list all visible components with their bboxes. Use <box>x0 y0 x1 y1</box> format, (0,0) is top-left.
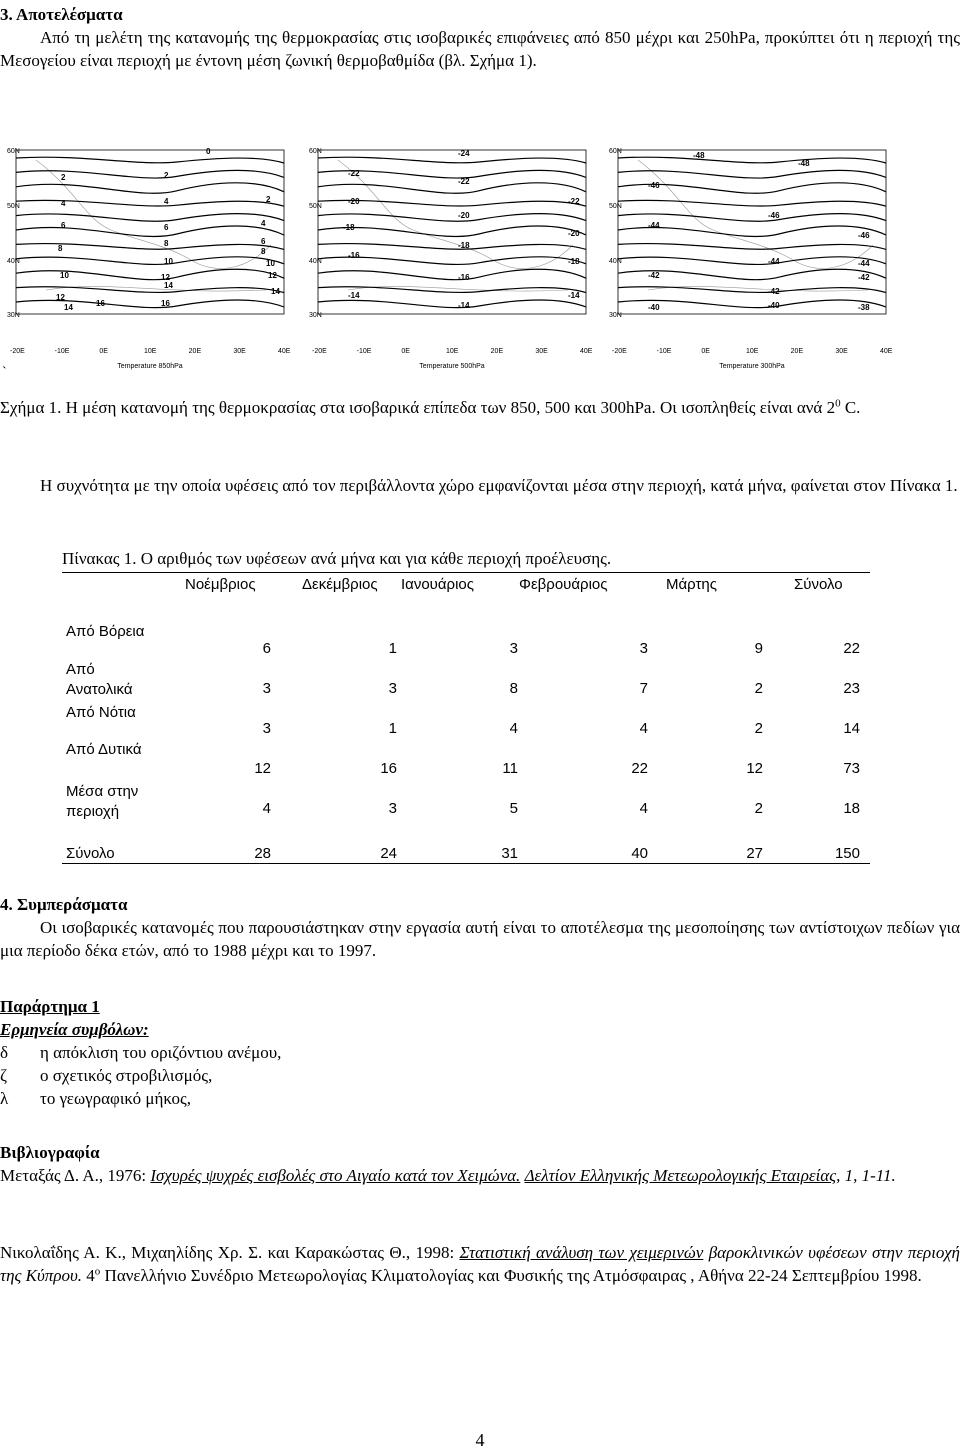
contour-label: -18 <box>343 223 355 232</box>
table-total-cell: 27 <box>746 845 763 862</box>
contour-label: -44 <box>858 259 870 268</box>
table-cell: 11 <box>502 760 518 777</box>
temperature-figure <box>0 118 960 380</box>
table-cell: 8 <box>509 680 518 697</box>
map-panel-1 <box>6 118 306 376</box>
map-frame <box>618 150 886 314</box>
contour-label: -22 <box>348 169 360 178</box>
contour-label: -40 <box>648 303 660 312</box>
table-bottom-rule <box>62 863 870 864</box>
longitude-label: 40E <box>880 348 893 355</box>
contour-label: -18 <box>458 241 470 250</box>
latitude-label: 60N <box>309 148 322 155</box>
table-caption: Πίνακας 1. Ο αριθμός των υφέσεων ανά μήνα και για κάθε περιοχή προέλευσης. <box>62 549 612 568</box>
contour-label: 12 <box>268 271 277 280</box>
table-cell: 16 <box>380 760 397 777</box>
symbols-heading: Ερμηνεία συμβόλων: <box>0 1020 149 1039</box>
results-paragraph: Από τη μελέτη της κατανομής της θερμοκρασίας στις ισοβαρικές επιφάνειες από 850 μέχρι και 250hPa, προκύπτει ότι η περιοχή της Μεσογείου είναι περιοχή με έντονη μέση ζωνική θερμοβαθμίδα (βλ. Σχήμα 1). <box>0 28 960 70</box>
longitude-label: 20E <box>188 348 202 355</box>
table-row-label: Μέσα στην περιοχή <box>66 783 139 820</box>
table-row-label: Από Ανατολικά <box>66 661 133 698</box>
contour-label: 16 <box>161 299 170 308</box>
contour-label: -42 <box>648 271 660 280</box>
table-cell: 22 <box>631 760 648 777</box>
table-total-cell: 24 <box>380 845 397 862</box>
map-frame <box>16 150 284 314</box>
table-cell: 23 <box>843 680 860 697</box>
longitude-label: 10E <box>144 348 157 355</box>
contour-label: -46 <box>768 211 780 220</box>
contour-label: -48 <box>693 151 705 160</box>
contour-label: 8 <box>261 247 266 256</box>
longitude-label: 20E <box>490 348 504 355</box>
section-heading-results: 3. Αποτελέσματα <box>0 5 123 24</box>
contour-label: -20 <box>458 211 470 220</box>
figure-caption: Σχήμα 1. Η μέση κατανομή της θερμοκρασίας στα ισοβαρικά επίπεδα των 850, 500 και 300hPa. Οι ισοπληθείς είναι ανά $2^0$ C. <box>0 397 861 417</box>
longitude-label: 0E <box>701 348 710 355</box>
stray-mark: ` <box>2 365 7 380</box>
contour-label: -14 <box>568 291 580 300</box>
contour-label: 6 <box>61 221 66 230</box>
contour-label: 14 <box>64 303 73 312</box>
latitude-label: 30N <box>609 312 622 319</box>
contour-label: -16 <box>458 273 470 282</box>
latitude-label: 40N <box>309 258 322 265</box>
table-cell: 5 <box>509 800 518 817</box>
table-header-cell: Σύνολο <box>794 576 843 593</box>
longitude-label: 20E <box>790 348 804 355</box>
contour-label: -20 <box>568 229 580 238</box>
contour-label: 16 <box>96 299 105 308</box>
table-cell: 2 <box>754 720 763 737</box>
contour-label: 0 <box>206 147 211 156</box>
table-cell: 3 <box>639 640 648 657</box>
latitude-label: 50N <box>309 203 322 210</box>
latitude-label: 60N <box>609 148 622 155</box>
contour-label: -46 <box>858 231 870 240</box>
bibliography-heading: Βιβλιογραφία <box>0 1143 100 1162</box>
panel-title: Temperature 500hPa <box>419 363 485 370</box>
latitude-label: 30N <box>7 312 20 319</box>
map-panel-2 <box>308 118 608 376</box>
contour-label: -46 <box>648 181 660 190</box>
table-cell: 12 <box>254 760 271 777</box>
reference-2: Νικολαΐδης Α. Κ., Μιχαηλίδης Χρ. Σ. και Καρακώστας Θ., 1998: Στατιστική ανάλυση των χειμερινών βαροκλινικών υφέσεων στην περιοχή της Κύπρου. $4^o$ Πανελλήνιο Συνέδριο Μετεωρολογίας Κλιματολογίας και Φυσικής της Ατμόσφαιρας , Αθήνα 22-24 Σεπτεμβρίου 1998. <box>0 1243 960 1285</box>
contour-label: -38 <box>858 303 870 312</box>
contour-label: 4 <box>61 199 66 208</box>
contour-label: 14 <box>164 281 173 290</box>
contour-label: 14 <box>271 287 280 296</box>
longitude-label: -20E <box>10 348 25 355</box>
table-cell: 4 <box>262 800 271 817</box>
table-row-label: Από Δυτικά <box>66 741 142 758</box>
contour-label: 8 <box>164 239 169 248</box>
contour-label: -42 <box>858 273 870 282</box>
table-top-rule <box>62 572 870 573</box>
contour-label: -18 <box>568 257 580 266</box>
longitude-label: 10E <box>746 348 759 355</box>
contour-label: -14 <box>348 291 360 300</box>
latitude-label: 50N <box>609 203 622 210</box>
section-heading-conclusions: 4. Συμπεράσματα <box>0 895 128 914</box>
table-cell: 9 <box>754 640 763 657</box>
contour-label: 12 <box>56 293 65 302</box>
cyclones-table <box>62 572 871 864</box>
longitude-label: -10E <box>656 348 672 355</box>
table-cell: 3 <box>509 640 518 657</box>
table-cell: 3 <box>388 680 397 697</box>
table-cell: 4 <box>509 720 518 737</box>
table-cell: 14 <box>843 720 860 737</box>
contour-label: 6 <box>164 223 169 232</box>
contour-label: 2 <box>266 195 271 204</box>
map-panel-3 <box>608 118 908 376</box>
latitude-label: 40N <box>609 258 622 265</box>
table-header-cell: Φεβρουάριος <box>519 576 608 593</box>
contour-label: 6 <box>261 237 266 246</box>
contour-label: 10 <box>164 257 173 266</box>
table-cell: 4 <box>639 800 648 817</box>
appendix-heading: Παράρτημα 1 <box>0 997 100 1016</box>
symbol: λ <box>0 1089 9 1108</box>
contour-label: 8 <box>58 244 63 253</box>
longitude-label: 30E <box>233 348 246 355</box>
contour-label: 4 <box>261 219 266 228</box>
longitude-label: -10E <box>356 348 372 355</box>
latitude-label: 60N <box>7 148 20 155</box>
table-total-label: Σύνολο <box>66 845 115 862</box>
panel-title: Temperature 300hPa <box>719 363 785 370</box>
frequency-paragraph: Η συχνότητα με την οποία υφέσεις από τον περιβάλλοντα χώρο εμφανίζονται μέσα στην περιοχή, κατά μήνα, φαίνεται στον Πίνακα 1. <box>40 476 958 495</box>
contour-label: -42 <box>768 287 780 296</box>
table-row-label: Από Νότια <box>66 704 136 721</box>
table-total-cell: 40 <box>631 845 648 862</box>
symbol: δ <box>0 1043 9 1062</box>
table-cell: 12 <box>746 760 763 777</box>
contour-label: -40 <box>768 301 780 310</box>
table-total-cell: 28 <box>254 845 271 862</box>
symbol: ζ <box>0 1066 8 1085</box>
longitude-label: -20E <box>312 348 327 355</box>
latitude-label: 40N <box>7 258 20 265</box>
table-cell: 7 <box>639 680 648 697</box>
contour-label: -22 <box>458 177 470 186</box>
contour-label: 4 <box>164 197 169 206</box>
reference-1: Μεταξάς Δ. Α., 1976: Ισχυρές ψυχρές εισβολές στο Αιγαίο κατά τον Χειμώνα. Δελτίον Ελληνικής Μετεωρολογικής Εταιρείας, 1, 1-11. <box>0 1166 896 1185</box>
longitude-label: 40E <box>580 348 593 355</box>
table-cell: 1 <box>388 720 397 737</box>
table-row-label: Από Βόρεια <box>66 623 145 640</box>
symbol-description: η απόκλιση του οριζόντιου ανέμου, <box>40 1043 282 1062</box>
contour-label: 2 <box>61 173 66 182</box>
table-header-cell: Δεκέμβριος <box>302 576 378 593</box>
contour-label: -22 <box>568 197 580 206</box>
table-cell: 4 <box>639 720 648 737</box>
table-cell: 3 <box>388 800 397 817</box>
table-cell: 2 <box>754 800 763 817</box>
longitude-label: 0E <box>401 348 410 355</box>
table-header-cell: Νοέμβριος <box>185 576 256 593</box>
table-cell: 3 <box>262 720 271 737</box>
longitude-label: -20E <box>612 348 627 355</box>
contour-label: -20 <box>348 197 360 206</box>
contour-label: -44 <box>768 257 780 266</box>
table-cell: 73 <box>843 760 860 777</box>
panel-title: Temperature 850hPa <box>117 363 183 370</box>
table-header-cell: Μάρτης <box>666 576 717 593</box>
table-cell: 3 <box>262 680 271 697</box>
longitude-label: -10E <box>54 348 70 355</box>
contour-label: -48 <box>798 159 810 168</box>
table-header-cell: Ιανουάριος <box>401 576 474 593</box>
contour-label: -24 <box>458 149 470 158</box>
latitude-label: 50N <box>7 203 20 210</box>
longitude-label: 10E <box>446 348 459 355</box>
latitude-label: 30N <box>309 312 322 319</box>
symbol-description: ο σχετικός στροβιλισμός, <box>40 1066 213 1085</box>
table-total-cell: 31 <box>501 845 518 862</box>
table-cell: 22 <box>843 640 860 657</box>
contour-label: 12 <box>161 273 170 282</box>
table-total-cell: 150 <box>834 845 860 862</box>
longitude-label: 40E <box>278 348 291 355</box>
symbol-description: το γεωγραφικό μήκος, <box>40 1089 192 1108</box>
contour-label: 10 <box>266 259 275 268</box>
contour-label: -14 <box>458 301 470 310</box>
table-cell: 1 <box>388 640 397 657</box>
page-number: 4 <box>475 1430 485 1450</box>
longitude-label: 0E <box>99 348 108 355</box>
longitude-label: 30E <box>535 348 548 355</box>
contour-label: -16 <box>348 251 360 260</box>
longitude-label: 30E <box>835 348 848 355</box>
contour-label: -44 <box>648 221 660 230</box>
table-cell: 6 <box>262 640 271 657</box>
contour-label: 2 <box>164 171 169 180</box>
table-cell: 2 <box>754 680 763 697</box>
table-cell: 18 <box>843 800 860 817</box>
conclusions-paragraph: Οι ισοβαρικές κατανομές που παρουσιάστηκαν στην εργασία αυτή είναι το αποτέλεσμα της μεσοποίησης των αντίστοιχων πεδίων για μια περίοδο δέκα ετών, από το 1988 μέχρι και το 1997. <box>0 918 960 960</box>
contour-label: 10 <box>60 271 69 280</box>
